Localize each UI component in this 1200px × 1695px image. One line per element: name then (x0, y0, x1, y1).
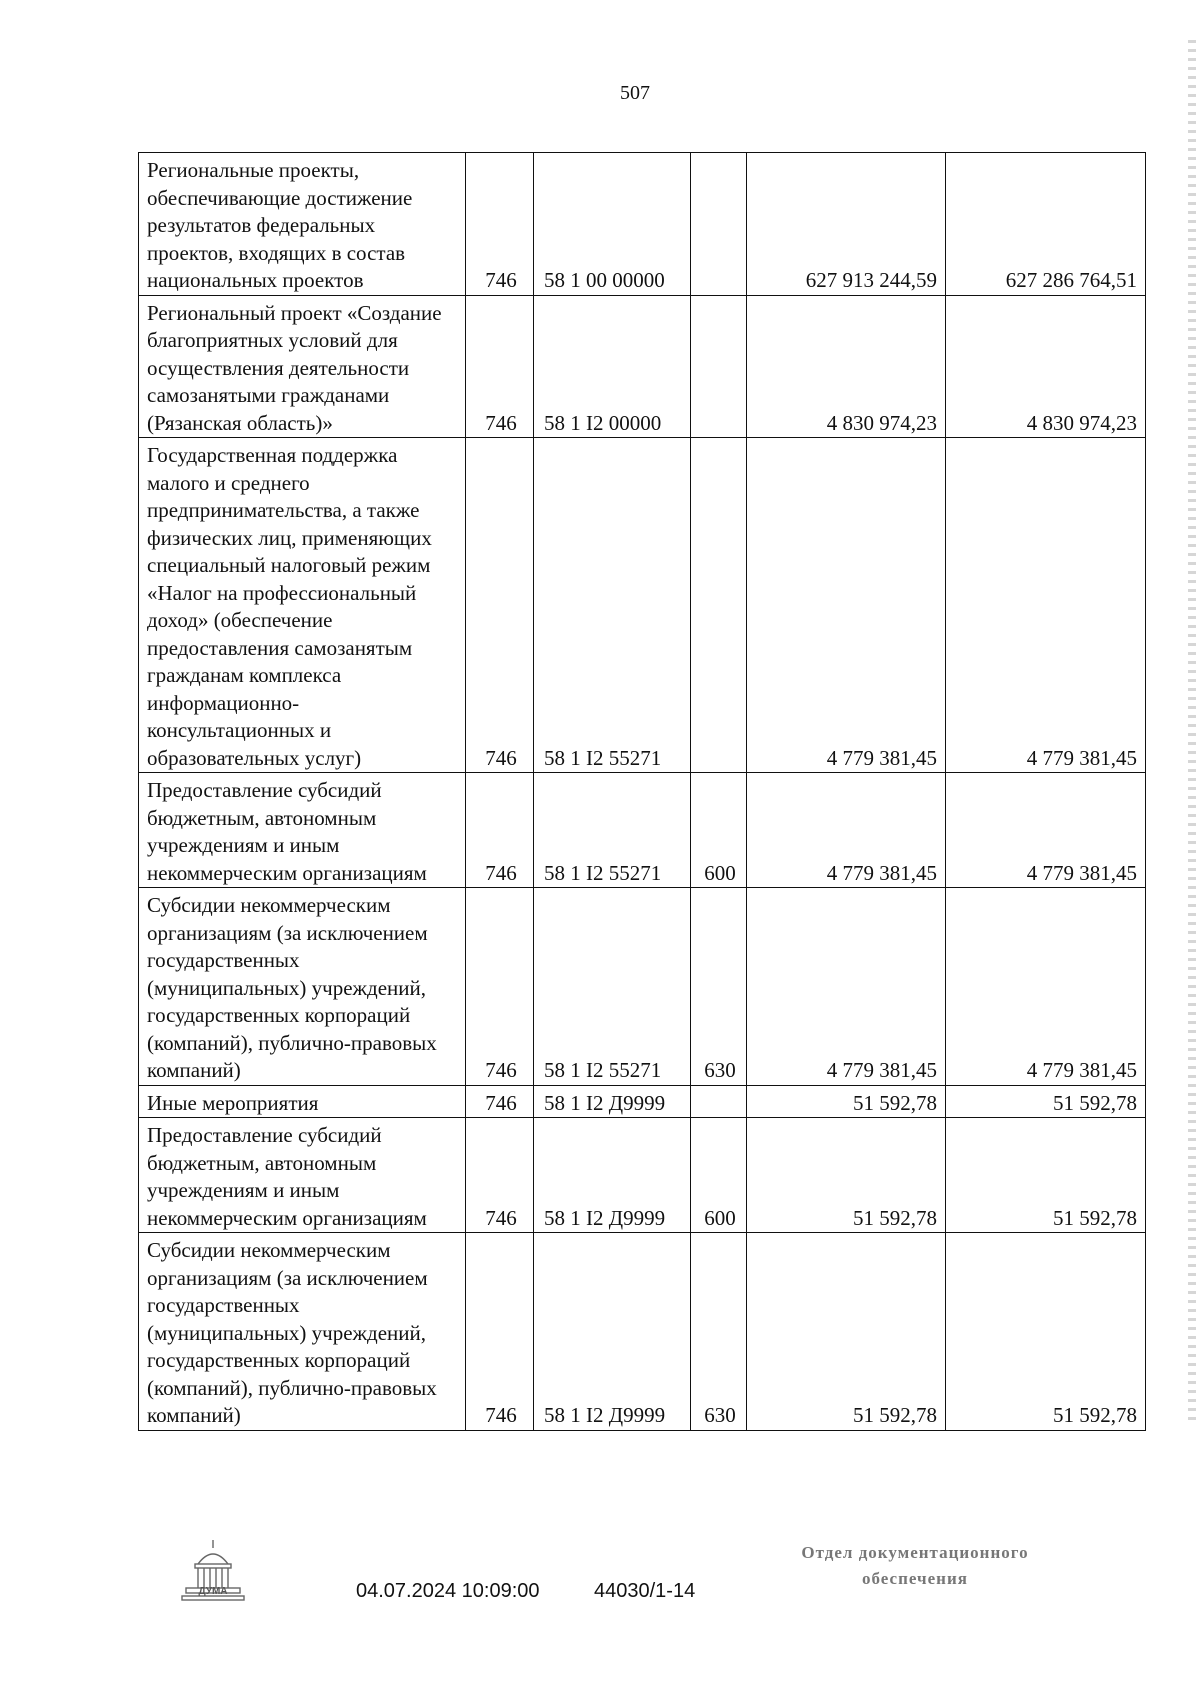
cell-expense-type (691, 438, 747, 773)
table-row (139, 1085, 1146, 1118)
stamp-line-1: Отдел документационного (801, 1543, 1029, 1562)
cell-target-article: 58 1 I2 55271 (534, 888, 691, 1086)
cell-sum-year-1: 51 592,78 (747, 1233, 946, 1431)
cell-sum-year-1: 4 779 381,45 (747, 773, 946, 888)
cell-expense-type (691, 1085, 747, 1118)
cell-sum-year-2: 4 779 381,45 (946, 438, 1146, 773)
cell-expense-type: 600 (691, 1118, 747, 1233)
cell-sum-year-1: 51 592,78 (747, 1085, 946, 1118)
footer-doc-number: 44030/1-14 (594, 1580, 696, 1602)
cell-expense-type: 600 (691, 773, 747, 888)
cell-sum-year-1: 51 592,78 (747, 1118, 946, 1233)
cell-expense-type: 630 (691, 888, 747, 1086)
cell-sum-year-1: 4 779 381,45 (747, 888, 946, 1086)
table-row (139, 438, 1146, 773)
cell-sum-year-1: 627 913 244,59 (747, 153, 946, 296)
cell-name: Субсидии некоммерческим организациям (за исключением государственных (муниципальных) учреждений, государственных корпораций (компаний), публично-правовых компаний) (139, 1233, 466, 1431)
department-stamp (770, 1540, 1060, 1592)
cell-target-article: 58 1 I2 Д9999 (534, 1233, 691, 1431)
budget-table-body (139, 153, 1146, 1431)
cell-name: Региональный проект «Создание благоприятных условий для осуществления деятельности самозанятыми гражданами (Рязанская область)» (139, 295, 466, 438)
cell-name: Региональные проекты, обеспечивающие достижение результатов федеральных проектов, входящих в состав национальных проектов (139, 153, 466, 296)
cell-sum-year-2: 51 592,78 (946, 1085, 1146, 1118)
cell-ministry-code: 746 (466, 1085, 534, 1118)
footer-datetime: 04.07.2024 10:09:00 (356, 1580, 540, 1602)
cell-sum-year-2: 627 286 764,51 (946, 153, 1146, 296)
cell-ministry-code: 746 (466, 153, 534, 296)
cell-ministry-code: 746 (466, 295, 534, 438)
cell-ministry-code: 746 (466, 888, 534, 1086)
cell-name: Государственная поддержка малого и среднего предпринимательства, а также физических лиц, применяющих специальный налоговый режим «Налог на профессиональный доход» (обеспечение предоставления самозанятым гражданам комплекса информационно-консультационных и образовательных услуг) (139, 438, 466, 773)
table-row (139, 1118, 1146, 1233)
cell-sum-year-2: 51 592,78 (946, 1118, 1146, 1233)
cell-name: Предоставление субсидий бюджетным, автономным учреждениям и иным некоммерческим организациям (139, 773, 466, 888)
page-number: 507 (620, 82, 650, 104)
cell-sum-year-2: 4 779 381,45 (946, 773, 1146, 888)
table-row (139, 1233, 1146, 1431)
duma-logo-icon (178, 1536, 248, 1604)
cell-sum-year-1: 4 830 974,23 (747, 295, 946, 438)
cell-ministry-code: 746 (466, 1233, 534, 1431)
stamp-line-2: обеспечения (862, 1569, 968, 1588)
cell-target-article: 58 1 I2 Д9999 (534, 1118, 691, 1233)
table-row (139, 295, 1146, 438)
cell-name: Иные мероприятия (139, 1085, 466, 1118)
cell-expense-type (691, 295, 747, 438)
cell-sum-year-2: 4 830 974,23 (946, 295, 1146, 438)
cell-expense-type (691, 153, 747, 296)
cell-ministry-code: 746 (466, 773, 534, 888)
cell-target-article: 58 1 I2 Д9999 (534, 1085, 691, 1118)
svg-text:ДУМА: ДУМА (198, 1586, 228, 1597)
cell-sum-year-2: 4 779 381,45 (946, 888, 1146, 1086)
cell-name: Субсидии некоммерческим организациям (за исключением государственных (муниципальных) учреждений, государственных корпораций (компаний), публично-правовых компаний) (139, 888, 466, 1086)
cell-ministry-code: 746 (466, 1118, 534, 1233)
cell-expense-type: 630 (691, 1233, 747, 1431)
cell-sum-year-2: 51 592,78 (946, 1233, 1146, 1431)
cell-target-article: 58 1 I2 55271 (534, 773, 691, 888)
table-row (139, 153, 1146, 296)
cell-sum-year-1: 4 779 381,45 (747, 438, 946, 773)
scan-edge-artifact (1188, 40, 1196, 1420)
budget-table (138, 152, 1146, 1431)
table-row (139, 888, 1146, 1086)
cell-target-article: 58 1 00 00000 (534, 153, 691, 296)
cell-target-article: 58 1 I2 00000 (534, 295, 691, 438)
cell-target-article: 58 1 I2 55271 (534, 438, 691, 773)
cell-ministry-code: 746 (466, 438, 534, 773)
table-row (139, 773, 1146, 888)
cell-name: Предоставление субсидий бюджетным, автономным учреждениям и иным некоммерческим организациям (139, 1118, 466, 1233)
